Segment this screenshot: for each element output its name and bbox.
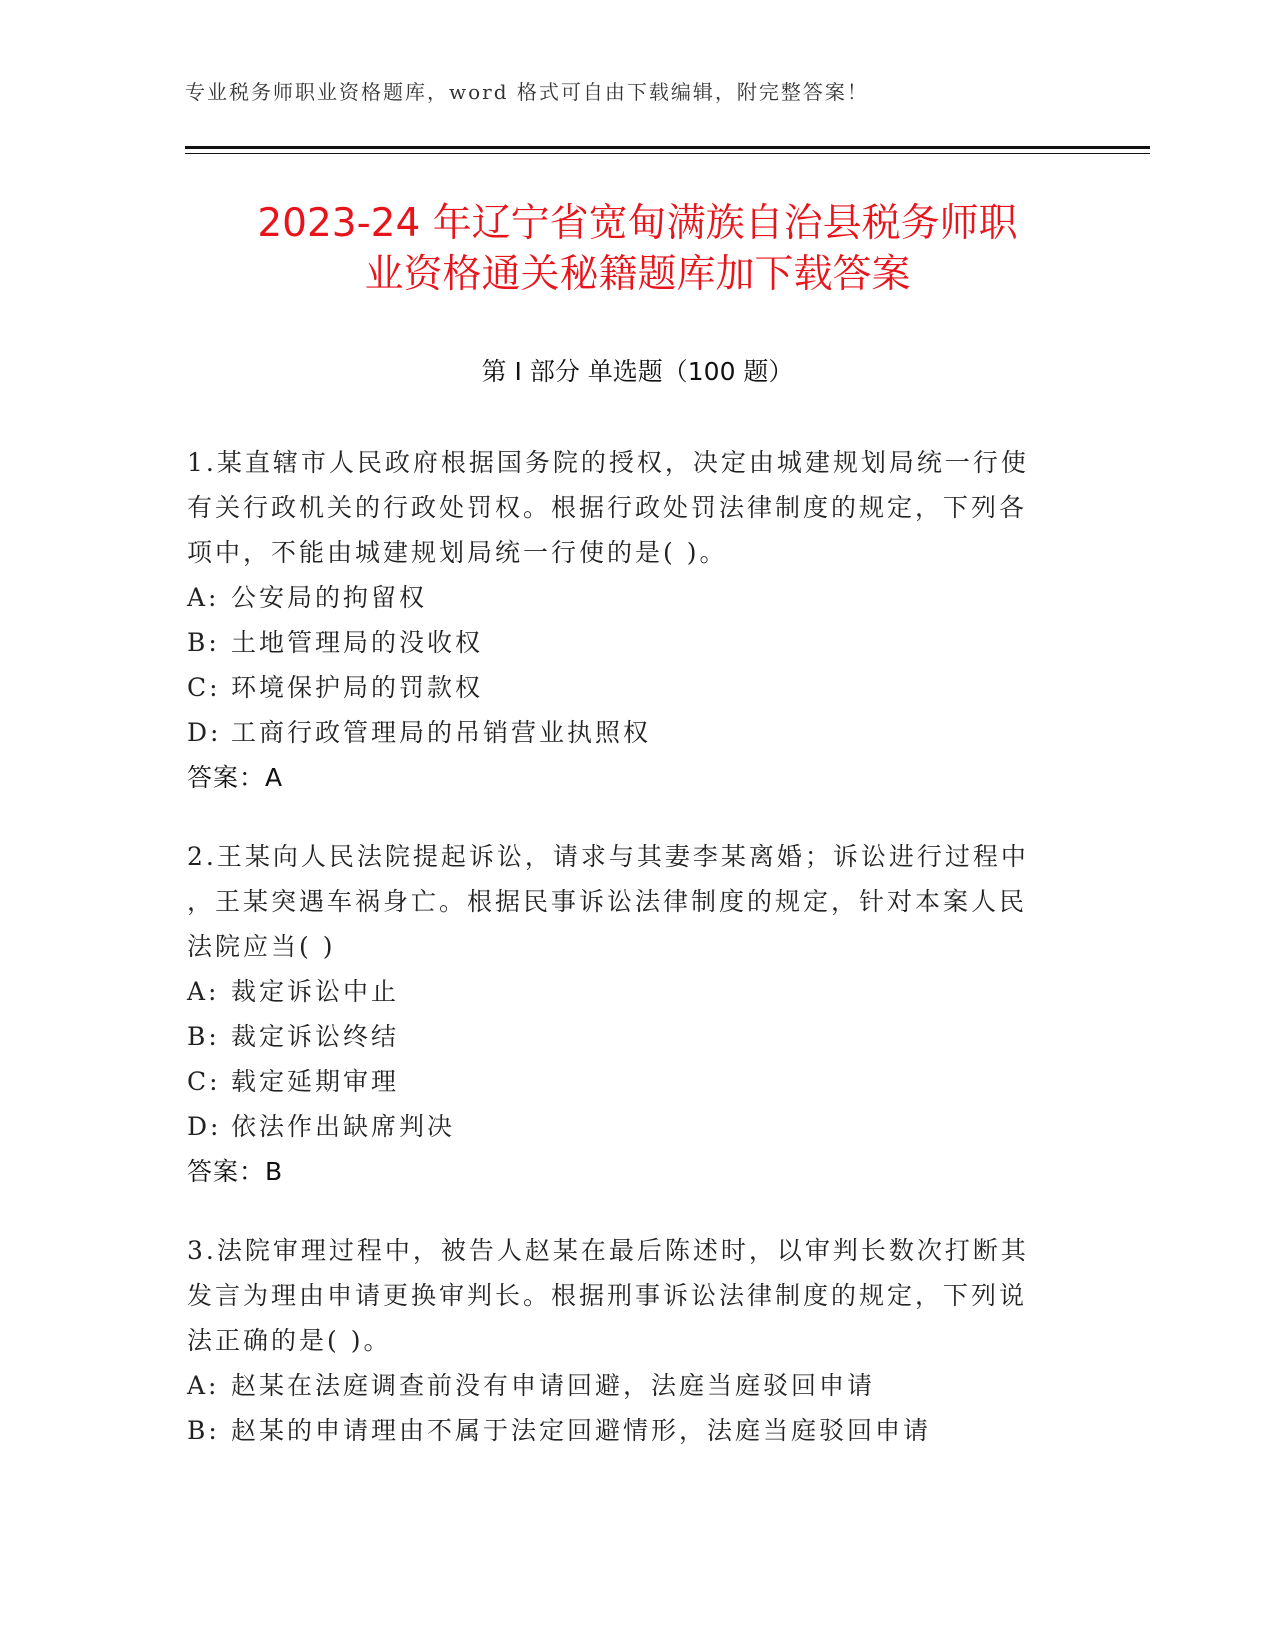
option-text: 依法作出缺席判决	[231, 1112, 456, 1141]
header-rule-thick	[185, 146, 1150, 149]
question-stem: 3.法院审理过程中，被告人赵某在最后陈述时，以审判长数次打断其 发言为理由申请更换审判长。根据刑事诉讼法律制度的规定，下列说 法正确的是( )。	[187, 1236, 1029, 1355]
question-stem: 2.王某向人民法院提起诉讼，请求与其妻李某离婚；诉讼进行过程中 ，王某突遇车祸身亡。根据民事诉讼法律制度的规定，针对本案人民 法院应当( )	[187, 842, 1029, 961]
option-text: 公安局的拘留权	[231, 583, 428, 612]
option-text: 赵某的申请理由不属于法定回避情形，法庭当庭驳回申请	[231, 1416, 932, 1445]
answer-line: 答案：A	[187, 763, 284, 792]
option-key: A:	[187, 1371, 220, 1400]
option-b	[187, 620, 1077, 665]
option-key: C:	[187, 1067, 221, 1096]
option-key: A:	[187, 977, 220, 1006]
option-text: 土地管理局的没收权	[231, 628, 484, 657]
option-text: 环境保护局的罚款权	[231, 673, 484, 702]
option-text: 工商行政管理局的吊销营业执照权	[231, 718, 652, 747]
section-heading: 第 I 部分 单选题（100 题）	[481, 357, 794, 386]
option-text: 裁定诉讼终结	[231, 1022, 400, 1051]
option-a	[187, 575, 1077, 620]
option-text: 载定延期审理	[231, 1067, 400, 1096]
option-a	[187, 969, 1077, 1014]
option-key: D:	[187, 718, 222, 747]
option-text: 裁定诉讼中止	[231, 977, 400, 1006]
option-key: B:	[187, 1022, 220, 1051]
document-title	[185, 198, 1090, 300]
option-c	[187, 665, 1077, 710]
option-a	[187, 1363, 1077, 1408]
option-key: B:	[187, 1416, 220, 1445]
option-d	[187, 710, 1077, 755]
header-note: 专业税务师职业资格题库，word 格式可自由下载编辑，附完整答案！	[185, 80, 869, 104]
option-key: D:	[187, 1112, 222, 1141]
option-c	[187, 1059, 1077, 1104]
question-2	[187, 834, 1077, 1194]
answer-line: 答案：B	[187, 1157, 284, 1186]
option-key: C:	[187, 673, 221, 702]
document-title-line-1: 2023-24 年辽宁省宽甸满族自治县税务师职	[257, 201, 1018, 246]
question-1	[187, 440, 1077, 800]
option-key: A:	[187, 583, 220, 612]
option-d	[187, 1104, 1077, 1149]
option-b	[187, 1014, 1077, 1059]
question-list	[187, 440, 1077, 1487]
header-rule-thin	[185, 153, 1150, 154]
option-text: 赵某在法庭调查前没有申请回避，法庭当庭驳回申请	[231, 1371, 876, 1400]
question-3	[187, 1228, 1077, 1453]
option-b	[187, 1408, 1077, 1453]
document-title-line-2: 业资格通关秘籍题库加下载答案	[364, 252, 911, 297]
option-key: B:	[187, 628, 220, 657]
question-stem: 1.某直辖市人民政府根据国务院的授权，决定由城建规划局统一行使 有关行政机关的行政处罚权。根据行政处罚法律制度的规定，下列各 项中，不能由城建规划局统一行使的是( )。	[187, 448, 1029, 567]
